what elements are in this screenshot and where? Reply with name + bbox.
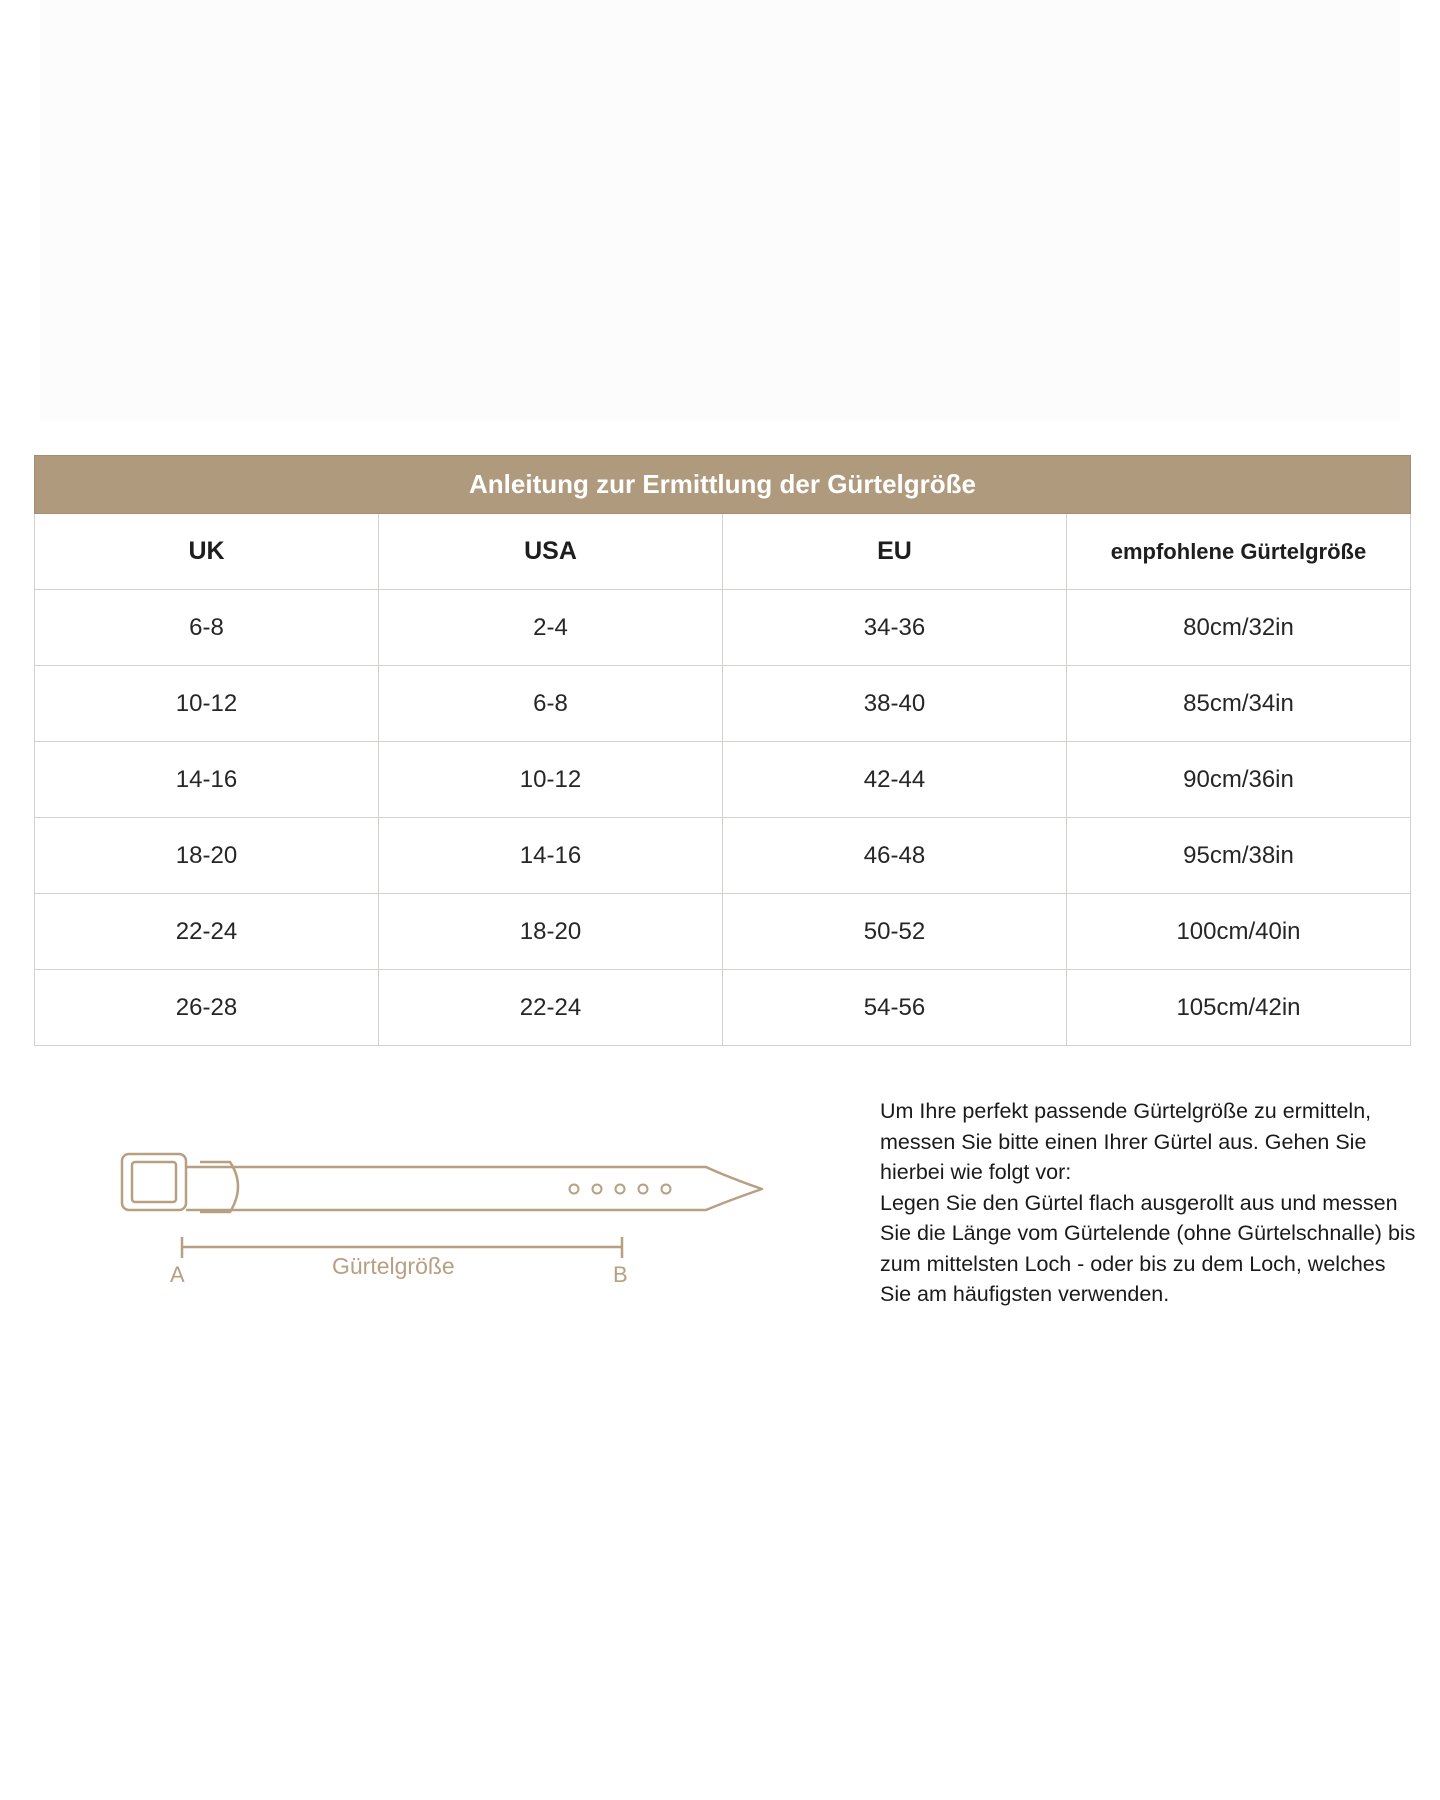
- cell-belt-size: 100cm/40in: [1067, 894, 1411, 970]
- table-row: [35, 666, 1411, 742]
- cell-usa: 22-24: [379, 970, 723, 1046]
- belt-holes: [570, 1185, 671, 1194]
- cell-eu: 46-48: [723, 818, 1067, 894]
- cell-belt-size: 85cm/34in: [1067, 666, 1411, 742]
- measuring-instructions: [880, 1096, 1420, 1310]
- cell-uk: 18-20: [35, 818, 379, 894]
- cell-usa: 2-4: [379, 590, 723, 666]
- column-header-eu: EU: [723, 514, 1067, 590]
- cell-belt-size: 95cm/38in: [1067, 818, 1411, 894]
- point-b-label: B: [613, 1262, 628, 1287]
- column-header-recommended-size: empfohlene Gürtelgröße: [1067, 514, 1411, 590]
- table-title: Anleitung zur Ermittlung der Gürtelgröße: [35, 456, 1411, 514]
- cell-uk: 14-16: [35, 742, 379, 818]
- cell-belt-size: 90cm/36in: [1067, 742, 1411, 818]
- belt-size-table: [34, 455, 1411, 1046]
- belt-diagram: [100, 1140, 800, 1320]
- belt-size-label: Gürtelgröße: [332, 1253, 455, 1279]
- instructions-intro: Um Ihre perfekt passende Gürtelgröße zu ermitteln, messen Sie bitte einen Ihrer Gürtel aus. Gehen Sie hierbei wie folgt vor:: [880, 1099, 1372, 1184]
- cell-belt-size: 80cm/32in: [1067, 590, 1411, 666]
- point-a-label: A: [170, 1262, 185, 1287]
- cell-eu: 34-36: [723, 590, 1067, 666]
- table-header-row: [35, 514, 1411, 590]
- instructions-steps: Legen Sie den Gürtel flach ausgerollt aus und messen Sie die Länge vom Gürtelende (ohne Gürtelschnalle) bis zum mittelsten Loch - oder bis zu dem Loch, welches Sie am häufigsten verwenden.: [880, 1190, 1416, 1306]
- cell-eu: 38-40: [723, 666, 1067, 742]
- cell-eu: 42-44: [723, 742, 1067, 818]
- cell-uk: 6-8: [35, 590, 379, 666]
- cell-usa: 14-16: [379, 818, 723, 894]
- column-header-uk: UK: [35, 514, 379, 590]
- cell-usa: 6-8: [379, 666, 723, 742]
- table-row: [35, 818, 1411, 894]
- cell-eu: 54-56: [723, 970, 1067, 1046]
- table-row: [35, 742, 1411, 818]
- cell-belt-size: 105cm/42in: [1067, 970, 1411, 1046]
- table-title-row: [35, 456, 1411, 514]
- cell-uk: 26-28: [35, 970, 379, 1046]
- cell-uk: 22-24: [35, 894, 379, 970]
- cell-usa: 18-20: [379, 894, 723, 970]
- column-header-usa: USA: [379, 514, 723, 590]
- table-row: [35, 590, 1411, 666]
- blank-image-area: [40, 0, 1400, 420]
- cell-eu: 50-52: [723, 894, 1067, 970]
- cell-usa: 10-12: [379, 742, 723, 818]
- table-row: [35, 894, 1411, 970]
- table-row: [35, 970, 1411, 1046]
- cell-uk: 10-12: [35, 666, 379, 742]
